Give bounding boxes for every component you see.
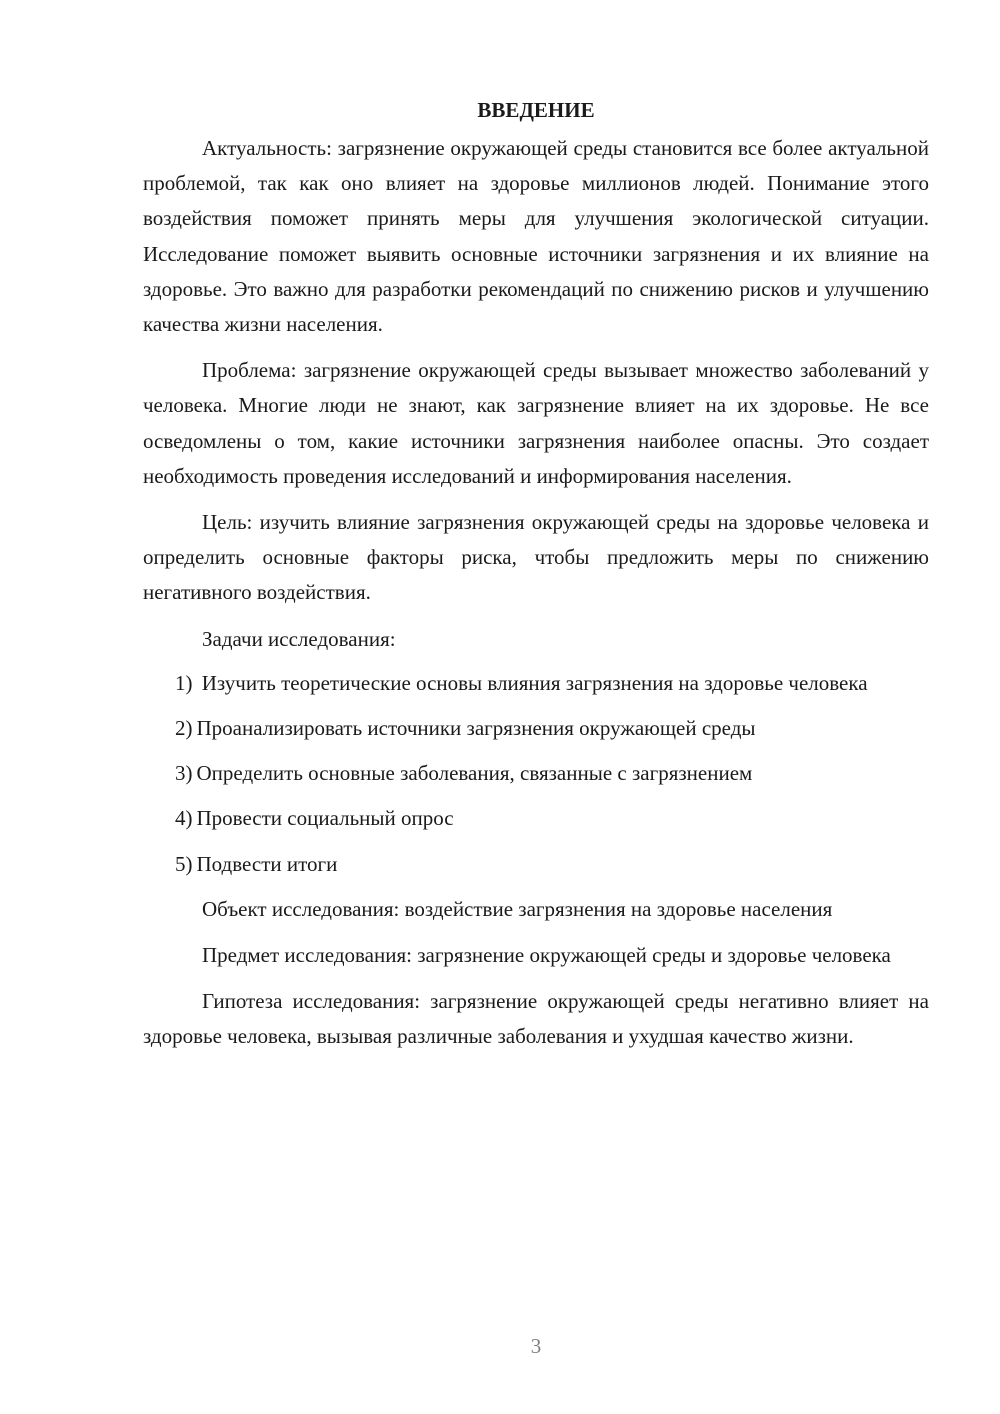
list-item-text: Определить основные заболевания, связанные с загрязнением xyxy=(196,761,753,786)
list-item-number: 5) xyxy=(175,851,193,876)
paragraph-tasks-heading: Задачи исследования: xyxy=(202,626,396,651)
list-item xyxy=(143,801,929,836)
page-title: ВВЕДЕНИЕ xyxy=(477,98,595,122)
list-item xyxy=(143,711,929,746)
page-number: 3 xyxy=(530,1334,542,1358)
paragraph-hypothesis: Гипотеза исследования: загрязнение окружающей среды негативно влияет на здоровье человека, вызывая различные заболевания и ухудшая качество жизни. xyxy=(143,989,929,1049)
paragraph-relevance: Актуальность: загрязнение окружающей среды становится все более актуальной проблемой, так как оно влияет на здоровье миллионов людей. Понимание этого воздействия поможет принять меры для улучшения экологической ситуации. Исследование поможет выявить основные источники загрязнения и их влияние на здоровье. Это важно для разработки рекомендаций по снижению рисков и улучшению качества жизни населения. xyxy=(143,136,929,337)
list-item-text: Изучить теоретические основы влияния загрязнения на здоровье человека xyxy=(201,670,868,695)
document-body xyxy=(143,93,929,1066)
list-item-text: Провести социальный опрос xyxy=(196,806,454,831)
list-item-text: Проанализировать источники загрязнения окружающей среды xyxy=(196,716,756,741)
list-item xyxy=(143,847,929,882)
list-item-number: 2) xyxy=(175,716,193,741)
list-item xyxy=(143,756,929,791)
list-item xyxy=(143,666,929,701)
list-item-number: 3) xyxy=(175,761,193,786)
list-item-number: 1) xyxy=(175,670,193,695)
list-item-number: 4) xyxy=(175,806,193,831)
paragraph-problem: Проблема: загрязнение окружающей среды вызывает множество заболеваний у человека. Многие люди не знают, как загрязнение влияет на их здоровье. Не все осведомлены о том, какие источники загрязнения наиболее опасны. Это создает необходимость проведения исследований и информирования населения. xyxy=(143,358,929,488)
paragraph-object: Объект исследования: воздействие загрязнения на здоровье населения xyxy=(202,896,833,921)
paragraph-goal: Цель: изучить влияние загрязнения окружающей среды на здоровье человека и определить основные факторы риска, чтобы предложить меры по снижению негативного воздействия. xyxy=(143,510,929,605)
paragraph-subject: Предмет исследования: загрязнение окружающей среды и здоровье человека xyxy=(202,943,891,968)
list-item-text: Подвести итоги xyxy=(196,851,338,876)
task-list xyxy=(143,666,929,882)
